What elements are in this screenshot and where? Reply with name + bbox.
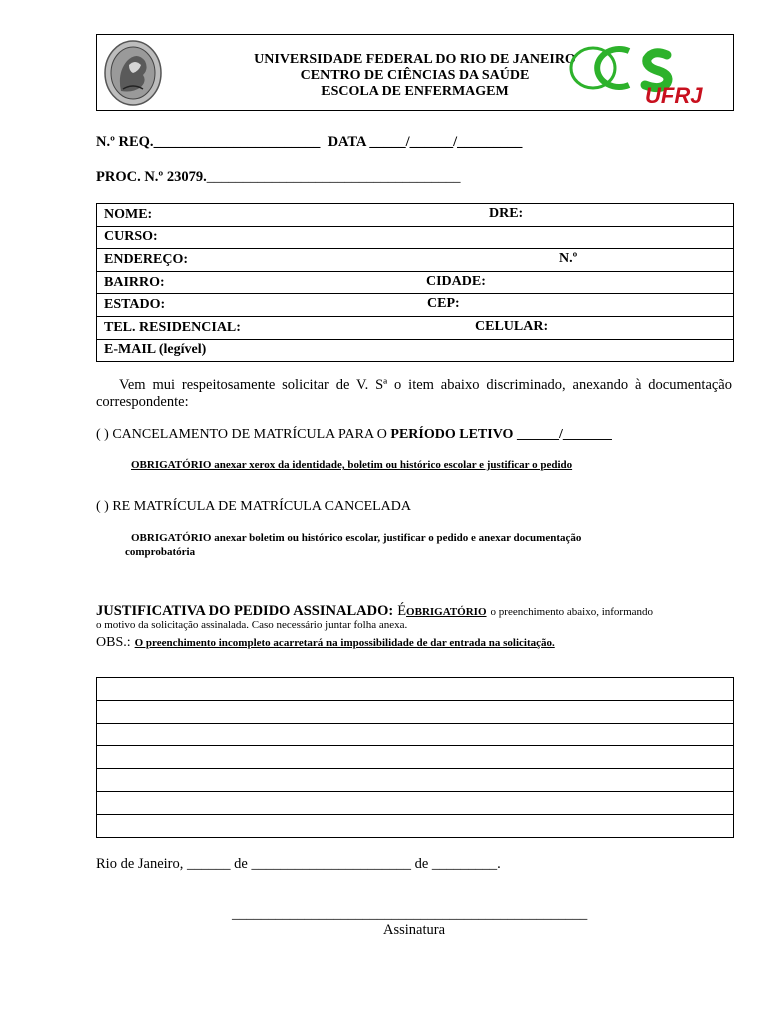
table-row	[97, 226, 734, 249]
table-row	[97, 723, 734, 746]
req-blank[interactable]: _______________________	[153, 134, 321, 150]
justification-line[interactable]	[97, 723, 734, 746]
option1-checkbox[interactable]: ( )	[96, 427, 109, 442]
signature-line[interactable]: _________________________________________________	[232, 906, 588, 922]
option2-checkbox[interactable]: ( )	[96, 499, 109, 514]
option1-note: OBRIGATÓRIO anexar xerox da identidade, boletim ou histórico escolar e justificar o pedido	[131, 459, 573, 471]
curso-cell[interactable]	[97, 226, 734, 249]
university-name: UNIVERSIDADE FEDERAL DO RIO DE JANEIRO	[254, 52, 576, 67]
request-number-line	[96, 134, 522, 151]
justification-obrig: OBRIGATÓRIO	[406, 606, 487, 618]
curso-label: CURSO:	[104, 229, 158, 245]
process-number-line	[96, 169, 460, 186]
option2-note-rest: anexar boletim ou histórico escolar, justificar o pedido e anexar documentação	[214, 532, 582, 544]
option2-note	[131, 532, 581, 544]
justification-line[interactable]	[97, 791, 734, 814]
dre-label: DRE:	[489, 206, 524, 221]
celular-label: CELULAR:	[475, 318, 549, 334]
email-label: E-MAIL (legível)	[104, 342, 207, 358]
justification-lines-table	[96, 677, 734, 838]
justification-line[interactable]	[97, 700, 734, 723]
proc-blank[interactable]: ___________________________________	[206, 169, 461, 185]
justification-line[interactable]	[97, 678, 734, 701]
table-row	[97, 316, 734, 339]
telefone-label: TEL. RESIDENCIAL:	[104, 319, 241, 335]
option1-blank[interactable]: ______/_______	[516, 427, 612, 442]
justification-title: JUSTIFICATIVA DO PEDIDO ASSINALADO:	[96, 603, 394, 619]
table-row	[97, 339, 734, 362]
email-cell[interactable]	[97, 339, 734, 362]
option2-text: RE MATRÍCULA DE MATRÍCULA CANCELADA	[112, 499, 412, 514]
table-row	[97, 204, 734, 227]
student-info-table	[96, 203, 734, 362]
signature-label: Assinatura	[382, 922, 445, 938]
justification-line[interactable]	[97, 746, 734, 769]
option2-note-bold: OBRIGATÓRIO	[131, 532, 212, 544]
option1-bold: PERÍODO LETIVO	[390, 427, 514, 442]
obs-text: O preenchimento incompleto acarretará na impossibilidade de dar entrada na solicitação.	[134, 637, 555, 649]
option1-text: CANCELAMENTO DE MATRÍCULA PARA O	[112, 427, 387, 442]
center-name: CENTRO DE CIÊNCIAS DA SAÚDE	[300, 68, 530, 83]
cidade-label: CIDADE:	[426, 273, 486, 289]
table-row	[97, 249, 734, 272]
telefone-cell[interactable]	[97, 316, 734, 339]
nome-cell[interactable]	[97, 204, 734, 227]
logo-ufrj-text: UFRJ	[645, 83, 703, 107]
obs-label: OBS.:	[96, 635, 131, 650]
justification-rest1: o preenchimento abaixo, informando	[490, 606, 654, 618]
bairro-cell[interactable]	[97, 271, 734, 294]
date-label: DATA	[327, 134, 366, 150]
place-date-line[interactable]: Rio de Janeiro, ______ de ______________________ de _________.	[96, 856, 501, 872]
ccs-ufrj-logo	[567, 41, 723, 107]
table-row	[97, 746, 734, 769]
date-blank[interactable]: _____/______/_________	[369, 134, 523, 150]
table-row	[97, 700, 734, 723]
req-label: N.º REQ.	[96, 134, 154, 150]
table-row	[97, 791, 734, 814]
table-row	[97, 678, 734, 701]
option-cancelamento	[96, 427, 612, 443]
bairro-label: BAIRRO:	[104, 274, 165, 290]
option2-note-line2: comprobatória	[125, 546, 196, 558]
numero-label: N.º	[559, 251, 578, 267]
estado-cell[interactable]	[97, 294, 734, 317]
estado-label: ESTADO:	[104, 297, 166, 313]
letterhead	[96, 34, 734, 111]
justification-line[interactable]	[97, 769, 734, 792]
endereco-cell[interactable]	[97, 249, 734, 272]
cep-label: CEP:	[427, 296, 460, 312]
justification-e: É	[397, 603, 407, 619]
table-row	[97, 271, 734, 294]
justification-rest2: o motivo da solicitação assinalada. Caso necessário juntar folha anexa.	[96, 619, 408, 631]
obs-line	[96, 633, 555, 651]
justification-line[interactable]	[97, 814, 734, 837]
justification-heading	[96, 602, 736, 620]
proc-label: PROC. N.º 23079.	[96, 169, 207, 185]
intro-paragraph: Vem mui respeitosamente solicitar de V. Sª o item abaixo discriminado, anexando à documentação correspondente:	[96, 377, 732, 410]
nome-label: NOME:	[104, 206, 153, 222]
table-row	[97, 294, 734, 317]
table-row	[97, 814, 734, 837]
option-rematricula	[96, 499, 411, 515]
table-row	[97, 769, 734, 792]
school-name: ESCOLA DE ENFERMAGEM	[321, 84, 509, 99]
endereco-label: ENDEREÇO:	[104, 251, 189, 267]
